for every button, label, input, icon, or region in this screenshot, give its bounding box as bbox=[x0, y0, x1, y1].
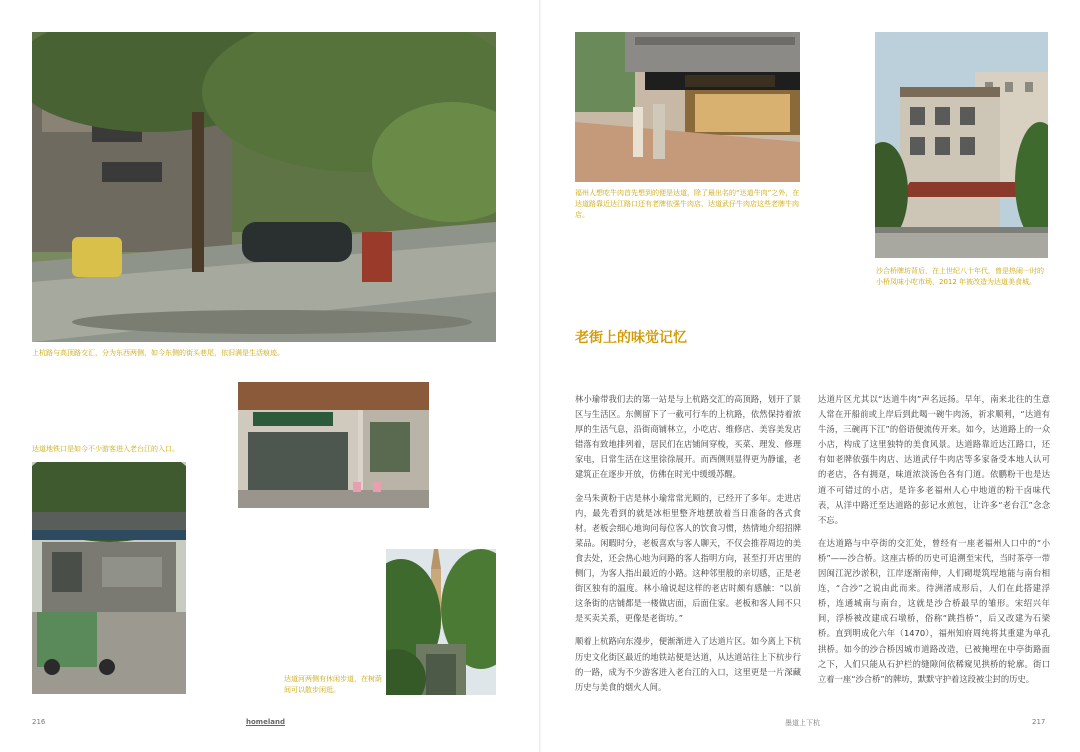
photo-metro bbox=[32, 462, 186, 694]
paragraph: 顺着上杭路向东漫步，便渐渐进入了达道片区。如今离上下杭历史文化街区最近的地铁站便是达道，从达道站往上下杭步行的一路，成为不少游客进入老台江的入口，这里更是一片深藏历史与美食的烟火人间。 bbox=[575, 636, 801, 692]
paragraph: 达道片区尤其以“达道牛肉”声名远扬。早年，南来北往的生意人常在开船前或上岸后到此喝一碗牛肉汤，祈求顺利，“达道有牛汤，三碗再下江”的俗语便流传开来。如今，达道路上的一众小店，构成了这里独特的美食风景。达道路靠近达江路口，还有如老牌依强牛肉店、达道武仔牛肉店等多家备受本地人认可的老店，各有拥趸，味道浓淡汤色各有门道。依鹏粉干也是达道不可错过的小店，是许多老福州人心中地道的粉干卤味代表，从洋中路迁至达道路的彭记水煎包，让许多“老台江”念念不忘。 bbox=[818, 394, 1050, 525]
photo-street-main bbox=[32, 32, 496, 342]
photo-beef-shop bbox=[575, 32, 800, 182]
right-section-name: 墨道上下杭 bbox=[785, 719, 820, 727]
caption-canal: 达道河两侧有休闲步道，在树荫间可以散步闲逛。 bbox=[284, 675, 382, 694]
photo-building bbox=[875, 32, 1048, 258]
paragraph: 在达道路与中亭街的交汇处，曾经有一座老福州人口中的“小桥”——沙合桥。这座古桥的历史可追溯至宋代，当时茶亭一带因闽江泥沙淤积，江岸逐渐南伸，人们砌堤筑埕地能与南台相连，“合沙”之说由此而来。待洲渚成形后，人们在此搭建浮桥，连通城南与南台，这就是沙合桥最早的雏形。宋绍兴年间，浮桥被改建成石墩桥，俗称“跳挡桥”，后又改建为石梁桥。直到明成化六年（1470），福州知府周纯将其重建为单孔拱桥。如今的沙合桥因城市道路改造，已被掩埋在中亭街路面之下，人们只能从石护栏的缝隙间依稀窥见拱桥的轮廓。街口立着一座“沙合桥”的牌坊，默默守护着这段被尘封的历史。 bbox=[818, 537, 1050, 684]
article-column-2 bbox=[818, 392, 1050, 695]
photo-shop bbox=[238, 382, 429, 508]
caption-street-main: 上杭路与高顶路交汇，分为东西两侧，如今东侧的街头巷尾，依旧满是生活痕迹。 bbox=[32, 349, 284, 357]
left-brand: homeland bbox=[246, 718, 285, 726]
caption-building: 沙合桥牌坊背后，在上世纪八十年代，曾是热闹一时的小桥凤味小吃市场，2012 年被改造为达道美食城。 bbox=[876, 267, 1044, 286]
article-column-1 bbox=[575, 392, 801, 703]
caption-metro: 达道地铁口是如今不少游客进入老台江的入口。 bbox=[32, 445, 179, 453]
right-page-number: 217 bbox=[1032, 718, 1046, 726]
article-title: 老街上的味觉记忆 bbox=[575, 330, 687, 346]
paragraph: 金马朱黄粉干店是林小瑜常常光顾的，已经开了多年。走进店内，最先看到的就是冰柜里整齐地摆放着当日准备的各式食材。老板会细心地询问每位客人的饮食习惯，热情地介绍招牌菜品。闲暇时分，老板喜欢与客人聊天，不仅会推荐周边的美食去处，还会热心地为问路的客人指明方向，甚至打开店里的侧门，为客人指出最近的小路。这种邻里般的亲切感，正是老街区独有的温度。林小瑜说起这样的老店时颇有感触：“以前这条街的店铺都是一楼做店面，后面住家。老板和客人间不只是买卖关系，更像是老街坊。” bbox=[575, 492, 801, 624]
page-spine bbox=[539, 0, 541, 752]
left-page-number: 216 bbox=[32, 718, 46, 726]
caption-beef-shop: 福州人想吃牛肉首先想到的便是达道，除了最出名的“达道牛肉”之外，在达道路靠近达江路口还有老牌依强牛肉店、达道武仔牛肉店这些老牌牛肉店。 bbox=[575, 189, 800, 219]
photo-canal bbox=[386, 549, 496, 695]
paragraph: 林小瑜带我们去的第一站是与上杭路交汇的高顶路，划开了景区与生活区。东侧留下了一截可行车的上杭路，依然保持着浓厚的生活气息，沿街商铺林立，小吃店、维修店、美容美发店错落有致地排列着，居民们在店铺间穿梭，买菜、理发、修理家电，日常生活在这里徐徐展开。而西侧则显得更为静谧，老建筑正在逐步开放，仿佛在时光中缓缓苏醒。 bbox=[575, 394, 801, 480]
